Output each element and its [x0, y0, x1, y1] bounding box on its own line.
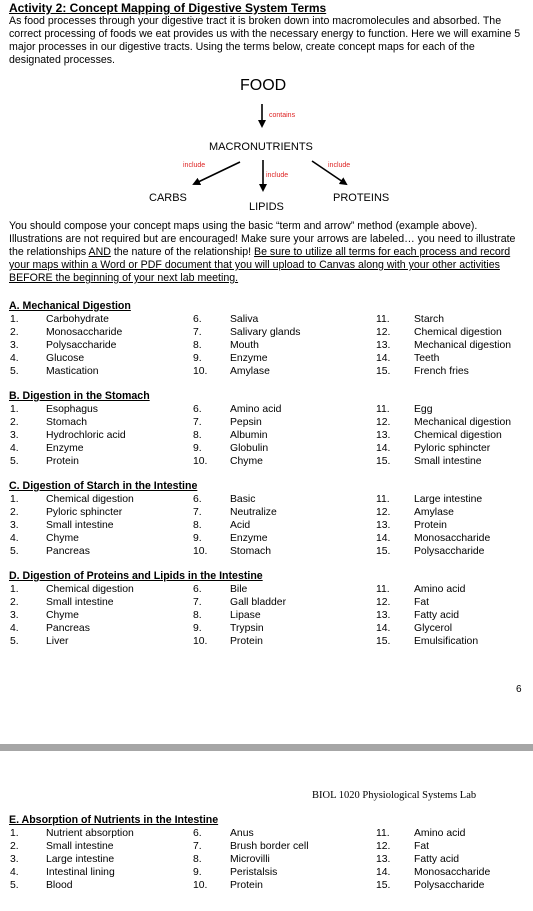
term-row: [0, 429, 533, 442]
term-row: [0, 506, 533, 519]
term-row: [0, 442, 533, 455]
term-number: 11.: [376, 584, 390, 595]
term-row: [0, 609, 533, 622]
section-title-c: C. Digestion of Starch in the Intestine: [9, 480, 198, 492]
section-a-terms: [0, 313, 533, 378]
term-number: 4.: [10, 867, 19, 878]
term-row: [0, 313, 533, 326]
term-number: 2.: [10, 417, 19, 428]
term-text: Globulin: [230, 443, 269, 454]
term-number: 2.: [10, 327, 19, 338]
term-number: 4.: [10, 353, 19, 364]
term-number: 13.: [376, 340, 391, 351]
term-text: Small intestine: [46, 520, 114, 531]
term-text: Fatty acid: [414, 854, 460, 865]
term-number: 15.: [376, 366, 391, 377]
term-number: 6.: [193, 828, 202, 839]
term-number: 11.: [376, 828, 390, 839]
term-number: 6.: [193, 314, 202, 325]
term-number: 7.: [193, 597, 202, 608]
term-number: 15.: [376, 546, 391, 557]
term-number: 13.: [376, 520, 391, 531]
term-text: Chemical digestion: [414, 430, 502, 441]
term-text: Starch: [414, 314, 445, 325]
term-text: Lipase: [230, 610, 261, 621]
term-number: 8.: [193, 854, 202, 865]
term-text: Pancreas: [46, 623, 90, 634]
term-text: Chyme: [230, 456, 263, 467]
term-number: 14.: [376, 867, 391, 878]
instructions-paragraph: [9, 220, 524, 285]
term-text: Protein: [230, 636, 263, 647]
term-number: 2.: [10, 841, 19, 852]
term-number: 3.: [10, 610, 19, 621]
term-number: 4.: [10, 443, 19, 454]
term-text: Nutrient absorption: [46, 828, 134, 839]
term-number: 11.: [376, 404, 390, 415]
term-text: Pyloric sphincter: [414, 443, 491, 454]
instructions-underlined-requirement: Be sure to utilize all terms for each process and record your maps within a Word or PDF document that you will upload to Canvas along with your other activities BEFORE the beginning of your next lab meeting.: [9, 246, 511, 284]
term-text: Brush border cell: [230, 841, 309, 852]
term-text: Anus: [230, 828, 254, 839]
instructions-and: AND: [88, 246, 111, 258]
label-include-carbs: include: [183, 162, 206, 169]
term-text: Stomach: [230, 546, 272, 557]
term-number: 7.: [193, 841, 202, 852]
term-text: Glycerol: [414, 623, 453, 634]
term-number: 12.: [376, 597, 391, 608]
term-text: Enzyme: [230, 533, 268, 544]
term-number: 5.: [10, 636, 19, 647]
section-title-d: D. Digestion of Proteins and Lipids in the Intestine: [9, 570, 263, 582]
term-text: Small intestine: [46, 597, 114, 608]
term-number: 10.: [193, 636, 208, 647]
term-text: Fat: [414, 841, 430, 852]
term-text: Basic: [230, 494, 256, 505]
term-number: 6.: [193, 584, 202, 595]
term-number: 15.: [376, 636, 391, 647]
term-row: [0, 326, 533, 339]
term-number: 1.: [10, 494, 19, 505]
term-text: Amino acid: [230, 404, 282, 415]
concept-carbs: CARBS: [149, 192, 187, 204]
term-number: 12.: [376, 507, 391, 518]
term-number: 14.: [376, 533, 391, 544]
term-text: Enzyme: [230, 353, 268, 364]
term-number: 6.: [193, 494, 202, 505]
term-number: 13.: [376, 854, 391, 865]
term-number: 11.: [376, 314, 390, 325]
term-text: Neutralize: [230, 507, 277, 518]
term-text: Polysaccharide: [414, 880, 485, 891]
activity-title: Activity 2: Concept Mapping of Digestive System Terms: [9, 1, 327, 15]
term-number: 3.: [10, 340, 19, 351]
term-text: Mechanical digestion: [414, 417, 512, 428]
term-number: 11.: [376, 494, 390, 505]
label-include-lipids: include: [266, 172, 289, 179]
term-text: Fat: [414, 597, 430, 608]
term-text: French fries: [414, 366, 469, 377]
section-c-terms: [0, 493, 533, 558]
term-number: 9.: [193, 353, 202, 364]
term-text: Monosaccharide: [46, 327, 123, 338]
concept-food: FOOD: [240, 77, 287, 94]
term-number: 10.: [193, 546, 208, 557]
term-text: Egg: [414, 404, 433, 415]
term-text: Esophagus: [46, 404, 98, 415]
term-number: 1.: [10, 584, 19, 595]
term-row: [0, 853, 533, 866]
term-text: Mouth: [230, 340, 259, 351]
instructions-text-2: the nature of the relationship!: [110, 246, 254, 258]
term-number: 2.: [10, 507, 19, 518]
term-number: 8.: [193, 610, 202, 621]
term-text: Protein: [414, 520, 447, 531]
term-number: 5.: [10, 546, 19, 557]
term-number: 14.: [376, 443, 391, 454]
section-e-terms: [0, 827, 533, 892]
term-number: 8.: [193, 430, 202, 441]
term-text: Teeth: [414, 353, 440, 364]
term-text: Stomach: [46, 417, 88, 428]
page-separator: [0, 744, 533, 751]
term-text: Mastication: [46, 366, 99, 377]
term-row: [0, 596, 533, 609]
term-row: [0, 879, 533, 892]
term-text: Chemical digestion: [414, 327, 502, 338]
term-number: 9.: [193, 533, 202, 544]
term-text: Large intestine: [46, 854, 115, 865]
term-number: 2.: [10, 597, 19, 608]
term-number: 12.: [376, 417, 391, 428]
term-text: Chemical digestion: [46, 584, 134, 595]
term-number: 3.: [10, 430, 19, 441]
term-number: 4.: [10, 533, 19, 544]
term-row: [0, 403, 533, 416]
term-text: Chyme: [46, 533, 79, 544]
page-number: 6: [516, 684, 522, 695]
term-text: Intestinal lining: [46, 867, 115, 878]
term-number: 13.: [376, 610, 391, 621]
term-text: Blood: [46, 880, 73, 891]
term-number: 14.: [376, 623, 391, 634]
term-text: Chyme: [46, 610, 79, 621]
term-number: 15.: [376, 456, 391, 467]
term-text: Amino acid: [414, 828, 466, 839]
term-text: Enzyme: [46, 443, 84, 454]
term-number: 7.: [193, 507, 202, 518]
concept-proteins: PROTEINS: [333, 192, 390, 204]
term-number: 12.: [376, 327, 391, 338]
term-text: Pancreas: [46, 546, 90, 557]
term-text: Gall bladder: [230, 597, 287, 608]
term-text: Pyloric sphincter: [46, 507, 123, 518]
term-text: Saliva: [230, 314, 259, 325]
term-number: 10.: [193, 456, 208, 467]
label-include-proteins: include: [328, 162, 351, 169]
term-number: 5.: [10, 880, 19, 891]
term-text: Amino acid: [414, 584, 466, 595]
section-title-b: B. Digestion in the Stomach: [9, 390, 150, 402]
term-text: Large intestine: [414, 494, 483, 505]
intro-paragraph: As food processes through your digestive tract it is broken down into macromolecules and absorbed. The correct processing of foods we eat provides us with the necessary energy to function. Here we will examine 5 major processes in our digestive tracts. Using the terms below, create concept maps for each of the designated processes.: [9, 15, 521, 66]
term-text: Amylase: [230, 366, 270, 377]
term-text: Monosaccharide: [414, 867, 491, 878]
term-text: Albumin: [230, 430, 268, 441]
term-row: [0, 827, 533, 840]
term-number: 4.: [10, 623, 19, 634]
term-text: Polysaccharide: [414, 546, 485, 557]
term-number: 7.: [193, 417, 202, 428]
term-row: [0, 635, 533, 648]
term-text: Microvilli: [230, 854, 270, 865]
term-text: Bile: [230, 584, 248, 595]
term-number: 13.: [376, 430, 391, 441]
term-number: 9.: [193, 867, 202, 878]
term-number: 9.: [193, 443, 202, 454]
term-text: Small intestine: [414, 456, 482, 467]
term-text: Pepsin: [230, 417, 262, 428]
concept-map-arrows: [0, 0, 533, 220]
term-row: [0, 416, 533, 429]
term-number: 10.: [193, 366, 208, 377]
label-contains: contains: [269, 112, 296, 119]
term-row: [0, 622, 533, 635]
term-row: [0, 840, 533, 853]
term-row: [0, 532, 533, 545]
term-text: Small intestine: [46, 841, 114, 852]
term-number: 14.: [376, 353, 391, 364]
term-text: Monosaccharide: [414, 533, 491, 544]
term-text: Chemical digestion: [46, 494, 134, 505]
term-row: [0, 365, 533, 378]
term-text: Mechanical digestion: [414, 340, 512, 351]
concept-lipids: LIPIDS: [249, 201, 284, 213]
term-number: 10.: [193, 880, 208, 891]
term-text: Peristalsis: [230, 867, 278, 878]
term-row: [0, 583, 533, 596]
term-number: 1.: [10, 314, 19, 325]
term-number: 6.: [193, 404, 202, 415]
term-text: Hydrochloric acid: [46, 430, 126, 441]
term-number: 8.: [193, 340, 202, 351]
term-number: 9.: [193, 623, 202, 634]
term-text: Protein: [230, 880, 263, 891]
term-text: Liver: [46, 636, 69, 647]
term-row: [0, 352, 533, 365]
term-text: Acid: [230, 520, 251, 531]
term-text: Glucose: [46, 353, 85, 364]
term-number: 3.: [10, 520, 19, 531]
term-text: Polysaccharide: [46, 340, 117, 351]
section-title-e: E. Absorption of Nutrients in the Intestine: [9, 814, 219, 826]
term-text: Protein: [46, 456, 79, 467]
section-b-terms: [0, 403, 533, 468]
term-text: Trypsin: [230, 623, 264, 634]
term-number: 15.: [376, 880, 391, 891]
term-row: [0, 519, 533, 532]
term-text: Fatty acid: [414, 610, 460, 621]
section-title-a: A. Mechanical Digestion: [9, 300, 131, 312]
term-text: Salivary glands: [230, 327, 301, 338]
term-text: Emulsification: [414, 636, 479, 647]
term-number: 7.: [193, 327, 202, 338]
term-text: Carbohydrate: [46, 314, 109, 325]
term-row: [0, 455, 533, 468]
concept-macronutrients: MACRONUTRIENTS: [209, 141, 313, 153]
term-row: [0, 866, 533, 879]
term-row: [0, 545, 533, 558]
term-row: [0, 493, 533, 506]
term-number: 1.: [10, 828, 19, 839]
term-number: 3.: [10, 854, 19, 865]
term-number: 12.: [376, 841, 391, 852]
running-header: BIOL 1020 Physiological Systems Lab: [312, 790, 477, 801]
term-number: 1.: [10, 404, 19, 415]
term-number: 8.: [193, 520, 202, 531]
term-number: 5.: [10, 366, 19, 377]
instructions-text-1: You should compose your concept maps using the basic “term and arrow” method (example above). Illustrations are not required but are encouraged! Make sure your arrows are labeled… you need to illustrate the relationships: [9, 220, 516, 258]
term-text: Amylase: [414, 507, 454, 518]
section-d-terms: [0, 583, 533, 648]
term-number: 5.: [10, 456, 19, 467]
term-row: [0, 339, 533, 352]
